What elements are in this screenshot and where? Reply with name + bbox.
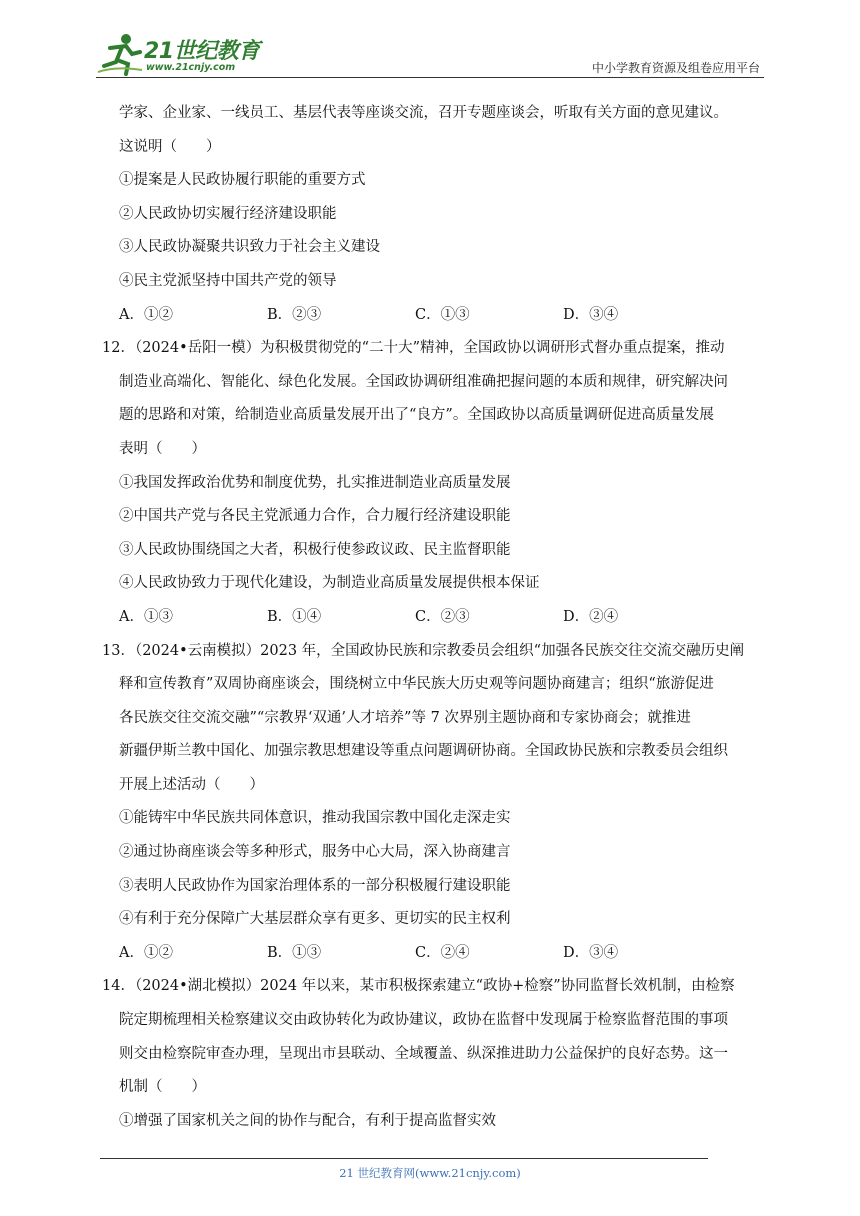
- question-stem-line: 表明（ ）: [119, 440, 206, 457]
- answer-options: [119, 299, 765, 333]
- header-divider: [96, 77, 764, 78]
- question-stem-line: 各民族交往交流交融”“宗教界‘双通’人才培养”等 7 次界别主题协商和专家协商会；就推进: [119, 709, 691, 726]
- statement-item: ①能铸牢中华民族共同体意识，推动我国宗教中国化走深走实: [119, 810, 511, 827]
- question-stem-line: 新疆伊斯兰教中国化、加强宗教思想建设等重点问题调研协商。全国政协民族和宗教委员会组织: [119, 743, 728, 760]
- question-stem-line: 这说明（ ）: [119, 138, 221, 155]
- runner-icon: [96, 32, 144, 76]
- question-stem-line: 学家、企业家、一线员工、基层代表等座谈交流，召开专题座谈会，听取有关方面的意见建议。: [119, 105, 728, 121]
- question-stem-line: 则交由检察院审查办理，呈现出市县联动、全域覆盖、纵深推进助力公益保护的良好态势。这一: [119, 1045, 728, 1062]
- question-14: [102, 970, 765, 1138]
- statement-item: ②人民政协切实履行经济建设职能: [119, 205, 337, 222]
- statement-item: ②中国共产党与各民主党派通力合作，合力履行经济建设职能: [119, 508, 511, 525]
- option-d[interactable]: D．③④: [563, 306, 619, 323]
- question-stem-line: 13．（2024•云南模拟）2023 年，全国政协民族和宗教委员会组织“加强各民族交往交流交融历史阐: [102, 642, 745, 659]
- footer-divider: [100, 1158, 708, 1159]
- logo-url: www.21cnjy.com: [146, 62, 236, 73]
- question-stem-line: 机制（ ）: [119, 1079, 206, 1096]
- option-c[interactable]: C．②④: [415, 944, 470, 961]
- statement-item: ③人民政协凝聚共识致力于社会主义建设: [119, 239, 380, 256]
- question-stem-line: 14．（2024•湖北模拟）2024 年以来，某市积极探索建立“政协+检察”协同监督长效机制，由检察: [102, 978, 735, 995]
- logo-text: 21世纪教育: [144, 39, 260, 64]
- option-d[interactable]: D．②④: [563, 608, 619, 625]
- question-12: [102, 332, 765, 634]
- statement-item: ③表明人民政协作为国家治理体系的一部分积极履行建设职能: [119, 877, 511, 894]
- question-11: [119, 97, 765, 332]
- question-13: [102, 635, 765, 971]
- option-c[interactable]: C．①③: [415, 306, 470, 323]
- statement-item: ②通过协商座谈会等多种形式，服务中心大局，深入协商建言: [119, 844, 511, 861]
- option-b[interactable]: B．②③: [267, 306, 322, 323]
- question-content: [102, 97, 765, 1138]
- question-stem-line: 开展上述活动（ ）: [119, 776, 264, 793]
- question-stem-line: 12．（2024•岳阳一模）为积极贯彻党的“二十大”精神，全国政协以调研形式督办重点提案，推动: [102, 340, 725, 357]
- page-footer[interactable]: 21 世纪教育网(www.21cnjy.com): [339, 1166, 521, 1180]
- platform-name: 中小学教育资源及组卷应用平台: [591, 61, 760, 75]
- statement-item: ④民主党派坚持中国共产党的领导: [119, 272, 337, 289]
- page-header: [96, 28, 764, 78]
- option-a[interactable]: A．①②: [119, 944, 173, 961]
- question-stem-line: 院定期梳理相关检察建议交由政协转化为政协建议，政协在监督中发现属于检察监督范围的事项: [119, 1012, 728, 1029]
- option-b[interactable]: B．①③: [267, 944, 322, 961]
- question-stem-line: 释和宣传教育”双周协商座谈会，围绕树立中华民族大历史观等问题协商建言；组织“旅游促进: [119, 676, 714, 693]
- question-stem-line: 题的思路和对策，给制造业高质量发展开出了“良方”。全国政协以高质量调研促进高质量发展: [119, 407, 714, 424]
- option-c[interactable]: C．②③: [415, 608, 470, 625]
- site-logo[interactable]: [96, 32, 266, 76]
- statement-item: ①提案是人民政协履行职能的重要方式: [119, 172, 366, 189]
- question-stem-line: 制造业高端化、智能化、绿色化发展。全国政协调研组准确把握问题的本质和规律，研究解决问: [119, 373, 728, 390]
- option-a[interactable]: A．①②: [119, 306, 173, 323]
- statement-item: ③人民政协围绕国之大者，积极行使参政议政、民主监督职能: [119, 541, 511, 558]
- statement-item: ④人民政协致力于现代化建设，为制造业高质量发展提供根本保证: [119, 575, 540, 592]
- statement-item: ①增强了国家机关之间的协作与配合，有利于提高监督实效: [119, 1112, 496, 1129]
- answer-options: [119, 937, 765, 971]
- statement-item: ④有利于充分保障广大基层群众享有更多、更切实的民主权利: [119, 911, 511, 928]
- option-b[interactable]: B．①④: [267, 608, 322, 625]
- option-a[interactable]: A．①③: [119, 608, 173, 625]
- option-d[interactable]: D．③④: [563, 944, 619, 961]
- answer-options: [119, 601, 765, 635]
- statement-item: ①我国发挥政治优势和制度优势，扎实推进制造业高质量发展: [119, 474, 511, 491]
